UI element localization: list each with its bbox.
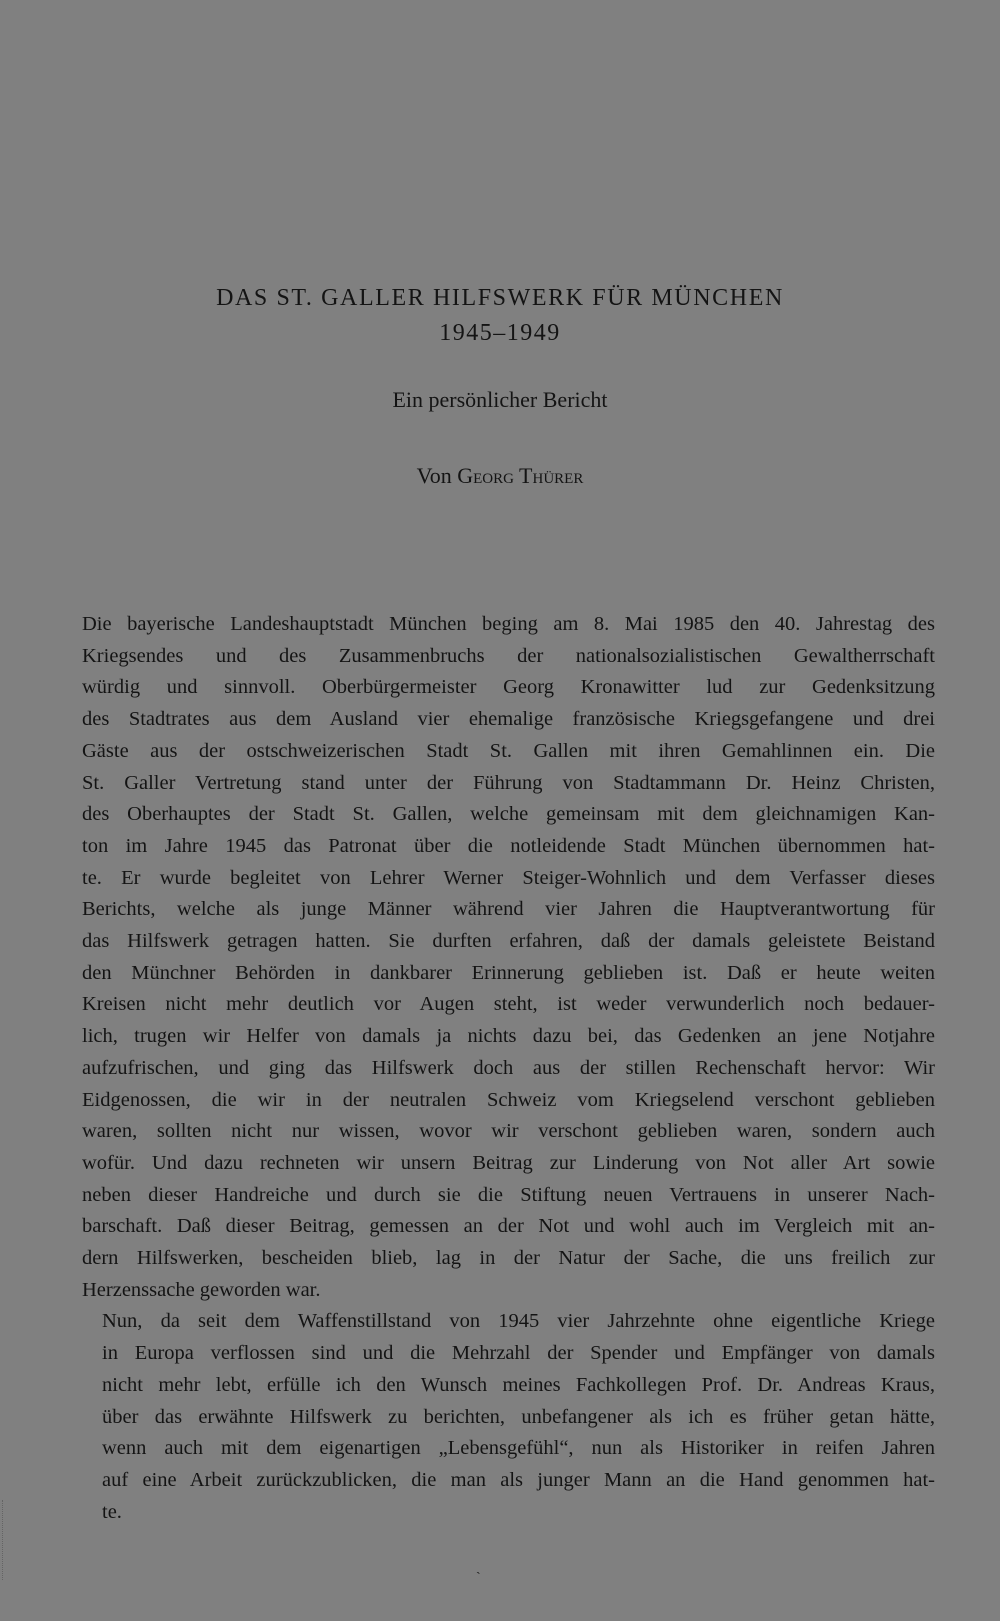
text-line: das Hilfswerk getragen hatten. Sie durften erfahren, daß der damals geleistete Beistand [82,930,935,953]
text-line: Eidgenossen, die wir in der neutralen Schweiz vom Kriegselend verschont geblieben [82,1088,935,1111]
text-line: in Europa verflossen sind und die Mehrzahl der Spender und Empfänger von damals [102,1342,935,1365]
text-line: St. Galler Vertretung stand unter der Führung von Stadtammann Dr. Heinz Christen, [82,771,935,794]
text-line: des Oberhauptes der Stadt St. Gallen, welche gemeinsam mit dem gleichnamigen Kan- [82,803,935,826]
page-mark: ˎ [476,1560,481,1575]
paragraph-1 [82,609,935,1306]
text-line: neben dieser Handreiche und durch sie die Stiftung neuen Vertrauens in unserer Nach- [82,1183,935,1206]
text-line: Kriegsendes und des Zusammenbruchs der nationalsozialistischen Gewaltherrschaft [82,644,935,667]
text-line: wenn auch mit dem eigenartigen „Lebensgefühl“, nun als Historiker in reifen Jahren [102,1437,935,1460]
text-line: Die bayerische Landeshauptstadt München beging am 8. Mai 1985 den 40. Jahrestag des [82,613,935,635]
text-line: wofür. Und dazu rechneten wir unsern Beitrag zur Linderung von Not aller Art sowie [82,1151,935,1174]
text-line: über das erwähnte Hilfswerk zu berichten, unbefangener als ich es früher getan hätte, [102,1405,935,1428]
text-line: Gäste aus der ostschweizerischen Stadt St. Gallen mit ihren Gemahlinnen ein. Die [82,739,935,762]
text-line: barschaft. Daß dieser Beitrag, gemessen an der Not und wohl auch im Vergleich mit an- [82,1215,935,1238]
text-line: Nun, da seit dem Waffenstillstand von 1945 vier Jahrzehnte ohne eigentliche Kriege [102,1310,935,1333]
text-line: den Münchner Behörden in dankbarer Erinnerung geblieben ist. Daß er heute weiten [82,961,935,984]
text-line: würdig und sinnvoll. Oberbürgermeister Georg Kronawitter lud zur Gedenksitzung [82,676,935,699]
text-line: aufzufrischen, und ging das Hilfswerk doch aus der stillen Rechenschaft hervor: Wir [82,1056,935,1079]
body-text [82,609,935,1528]
scan-edge-artifact [2,1500,5,1580]
text-line: ton im Jahre 1945 das Patronat über die notleidende Stadt München übernommen hat- [82,834,935,857]
text-line: auf eine Arbeit zurückzublicken, die man als junger Mann an die Hand genommen hat- [102,1468,935,1491]
text-line: te. Er wurde begleitet von Lehrer Werner Steiger-Wohnlich und dem Verfasser dieses [82,866,935,889]
page-title: DAS ST. GALLER HILFSWERK FÜR MÜNCHEN [216,285,784,311]
paragraph-2 [82,1306,935,1528]
text-line: Kreisen nicht mehr deutlich vor Augen steht, ist weder verwunderlich noch bedauer- [82,993,935,1016]
text-line: waren, sollten nicht nur wissen, wovor wir verschont geblieben waren, sondern auch [82,1120,935,1143]
author-name: Georg Thürer [457,463,584,488]
page-subtitle: Ein persönlicher Bericht [392,387,608,412]
text-line: Herzenssache geworden war. [82,1278,321,1301]
text-line: des Stadtrates aus dem Ausland vier ehemalige französische Kriegsgefangene und drei [82,708,935,731]
text-line: te. [102,1500,122,1523]
text-line: Berichts, welche als junge Männer während vier Jahren die Hauptverantwortung für [82,898,935,921]
author-line [0,462,1000,490]
text-line: nicht mehr lebt, erfülle ich den Wunsch meines Fachkollegen Prof. Dr. Andreas Kraus, [102,1373,935,1396]
author-prefix: Von [416,463,458,488]
text-line: dern Hilfswerken, bescheiden blieb, lag in der Natur der Sache, die uns freilich zur [82,1247,935,1270]
text-line: lich, trugen wir Helfer von damals ja nichts dazu bei, das Gedenken an jene Notjahre [82,1025,935,1048]
title-years: 1945–1949 [439,320,561,346]
